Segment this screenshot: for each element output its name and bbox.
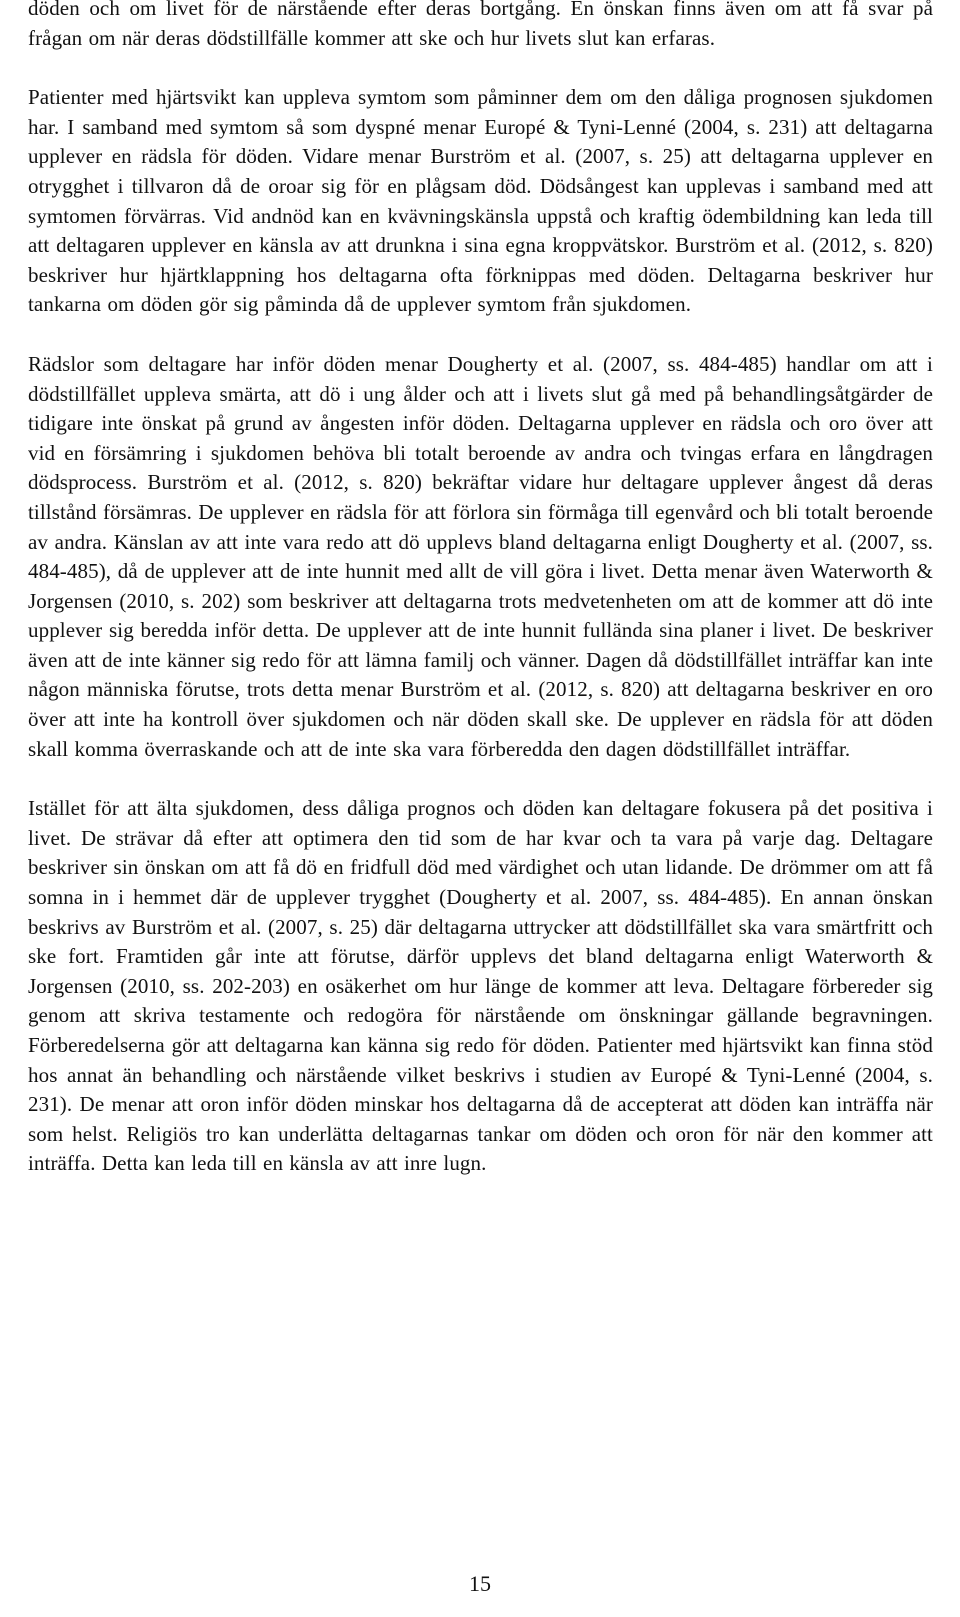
paragraph-symptoms: Patienter med hjärtsvikt kan uppleva symtom som påminner dem om den dåliga prognosen sjukdomen har. I samband med symtom så som dyspné menar Europé & Tyni-Lenné (2004, s. 231) att deltagarna upplever en rädsla för döden. Vidare menar Burström et al. (2007, s. 25) att deltagarna upplever en otrygghet i tillvaron då de oroar sig för en plågsam död. Dödsångest kan upplevas i samband med att symtomen förvärras. Vid andnöd kan en kvävningskänsla uppstå och kraftig ödembildning kan leda till att deltagaren upplever en känsla av att drunkna i sina egna kroppvätskor. Burström et al. (2012, s. 820) beskriver hur hjärtklappning hos deltagarna ofta förknippas med döden. Deltagarna beskriver hur tankarna om döden gör sig påminda då de upplever symtom från sjukdomen. [28,85,933,317]
paragraph-spacer [28,764,933,794]
page-number: 15 [469,1571,491,1596]
paragraph-spacer [28,53,933,83]
document-page [28,0,933,1179]
paragraph-positive-focus: Istället för att älta sjukdomen, dess dåliga prognos och döden kan deltagare fokusera på det positiva i livet. De strävar då efter att optimera den tid som de har kvar och ta vara på varje dag. Deltagare beskriver sin önskan om att få dö en fridfull död med värdighet och utan lidande. De drömmer om att få somna in i hemmet där de upplever trygghet (Dougherty et al. 2007, ss. 484-485). En annan önskan beskrivs av Burström et al. (2007, s. 25) där deltagarna uttrycker att dödstillfället ska vara smärtfritt och ske fort. Framtiden går inte att förutse, därför upplevs det bland deltagarna enligt Waterworth & Jorgensen (2010, ss. 202-203) en osäkerhet om hur länge de kommer att leva. Deltagare förbereder sig genom att skriva testamente och redogöra för närstående om önskningar gällande begravningen. Förberedelserna gör att deltagarna kan känna sig redo för döden. Patienter med hjärtsvikt kan finna stöd hos annat än behandling och närstående vilket beskrivs i studien av Europé & Tyni-Lenné (2004, s. 231). De menar att oron inför döden minskar hos deltagarna då de accepterat att döden kan inträffa när som helst. Religiös tro kan underlätta deltagarnas tankar om döden och oron för när den kommer att inträffa. Detta kan leda till en känsla av att inre lugn. [28,796,933,1176]
paragraph-continuation: döden och om livet för de närstående efter deras bortgång. En önskan finns även om att få svar på frågan om när deras dödstillfälle kommer att ske och hur livets slut kan erfaras. [28,0,933,50]
paragraph-spacer [28,320,933,350]
paragraph-fears: Rädslor som deltagare har inför döden menar Dougherty et al. (2007, ss. 484-485) handlar om att i dödstillfället uppleva smärta, att dö i ung ålder och att i livets slut gå med på behandlingsåtgärder de tidigare inte önskat på grund av ångesten inför döden. Deltagarna upplever en rädsla och oro över att vid en försämring i sjukdomen behöva bli totalt beroende av andra och tvingas erfara en långdragen dödsprocess. Burström et al. (2012, s. 820) bekräftar vidare hur deltagare upplever ångest då deras tillstånd försämras. De upplever en rädsla för att förlora sin förmåga till egenvård och bli totalt beroende av andra. Känslan av att inte vara redo att dö upplevs bland deltagarna enligt Dougherty et al. (2007, ss. 484-485), då de upplever att de inte hunnit med allt de vill göra i livet. Detta menar även Waterworth & Jorgensen (2010, s. 202) som beskriver att deltagarna trots medvetenheten om att de kommer att dö inte upplever sig beredda inför detta. De upplever att de inte hunnit fullända sina planer i livet. De beskriver även att de inte känner sig redo för att lämna familj och vänner. Dagen då dödstillfället inträffar kan inte någon människa förutse, trots detta menar Burström et al. (2012, s. 820) att deltagarna beskriver en oro över att inte ha kontroll över sjukdomen och när döden skall ske. De upplever en rädsla för att döden skall komma överraskande och att de inte ska vara förberedda den dagen dödstillfället inträffar. [28,351,933,761]
